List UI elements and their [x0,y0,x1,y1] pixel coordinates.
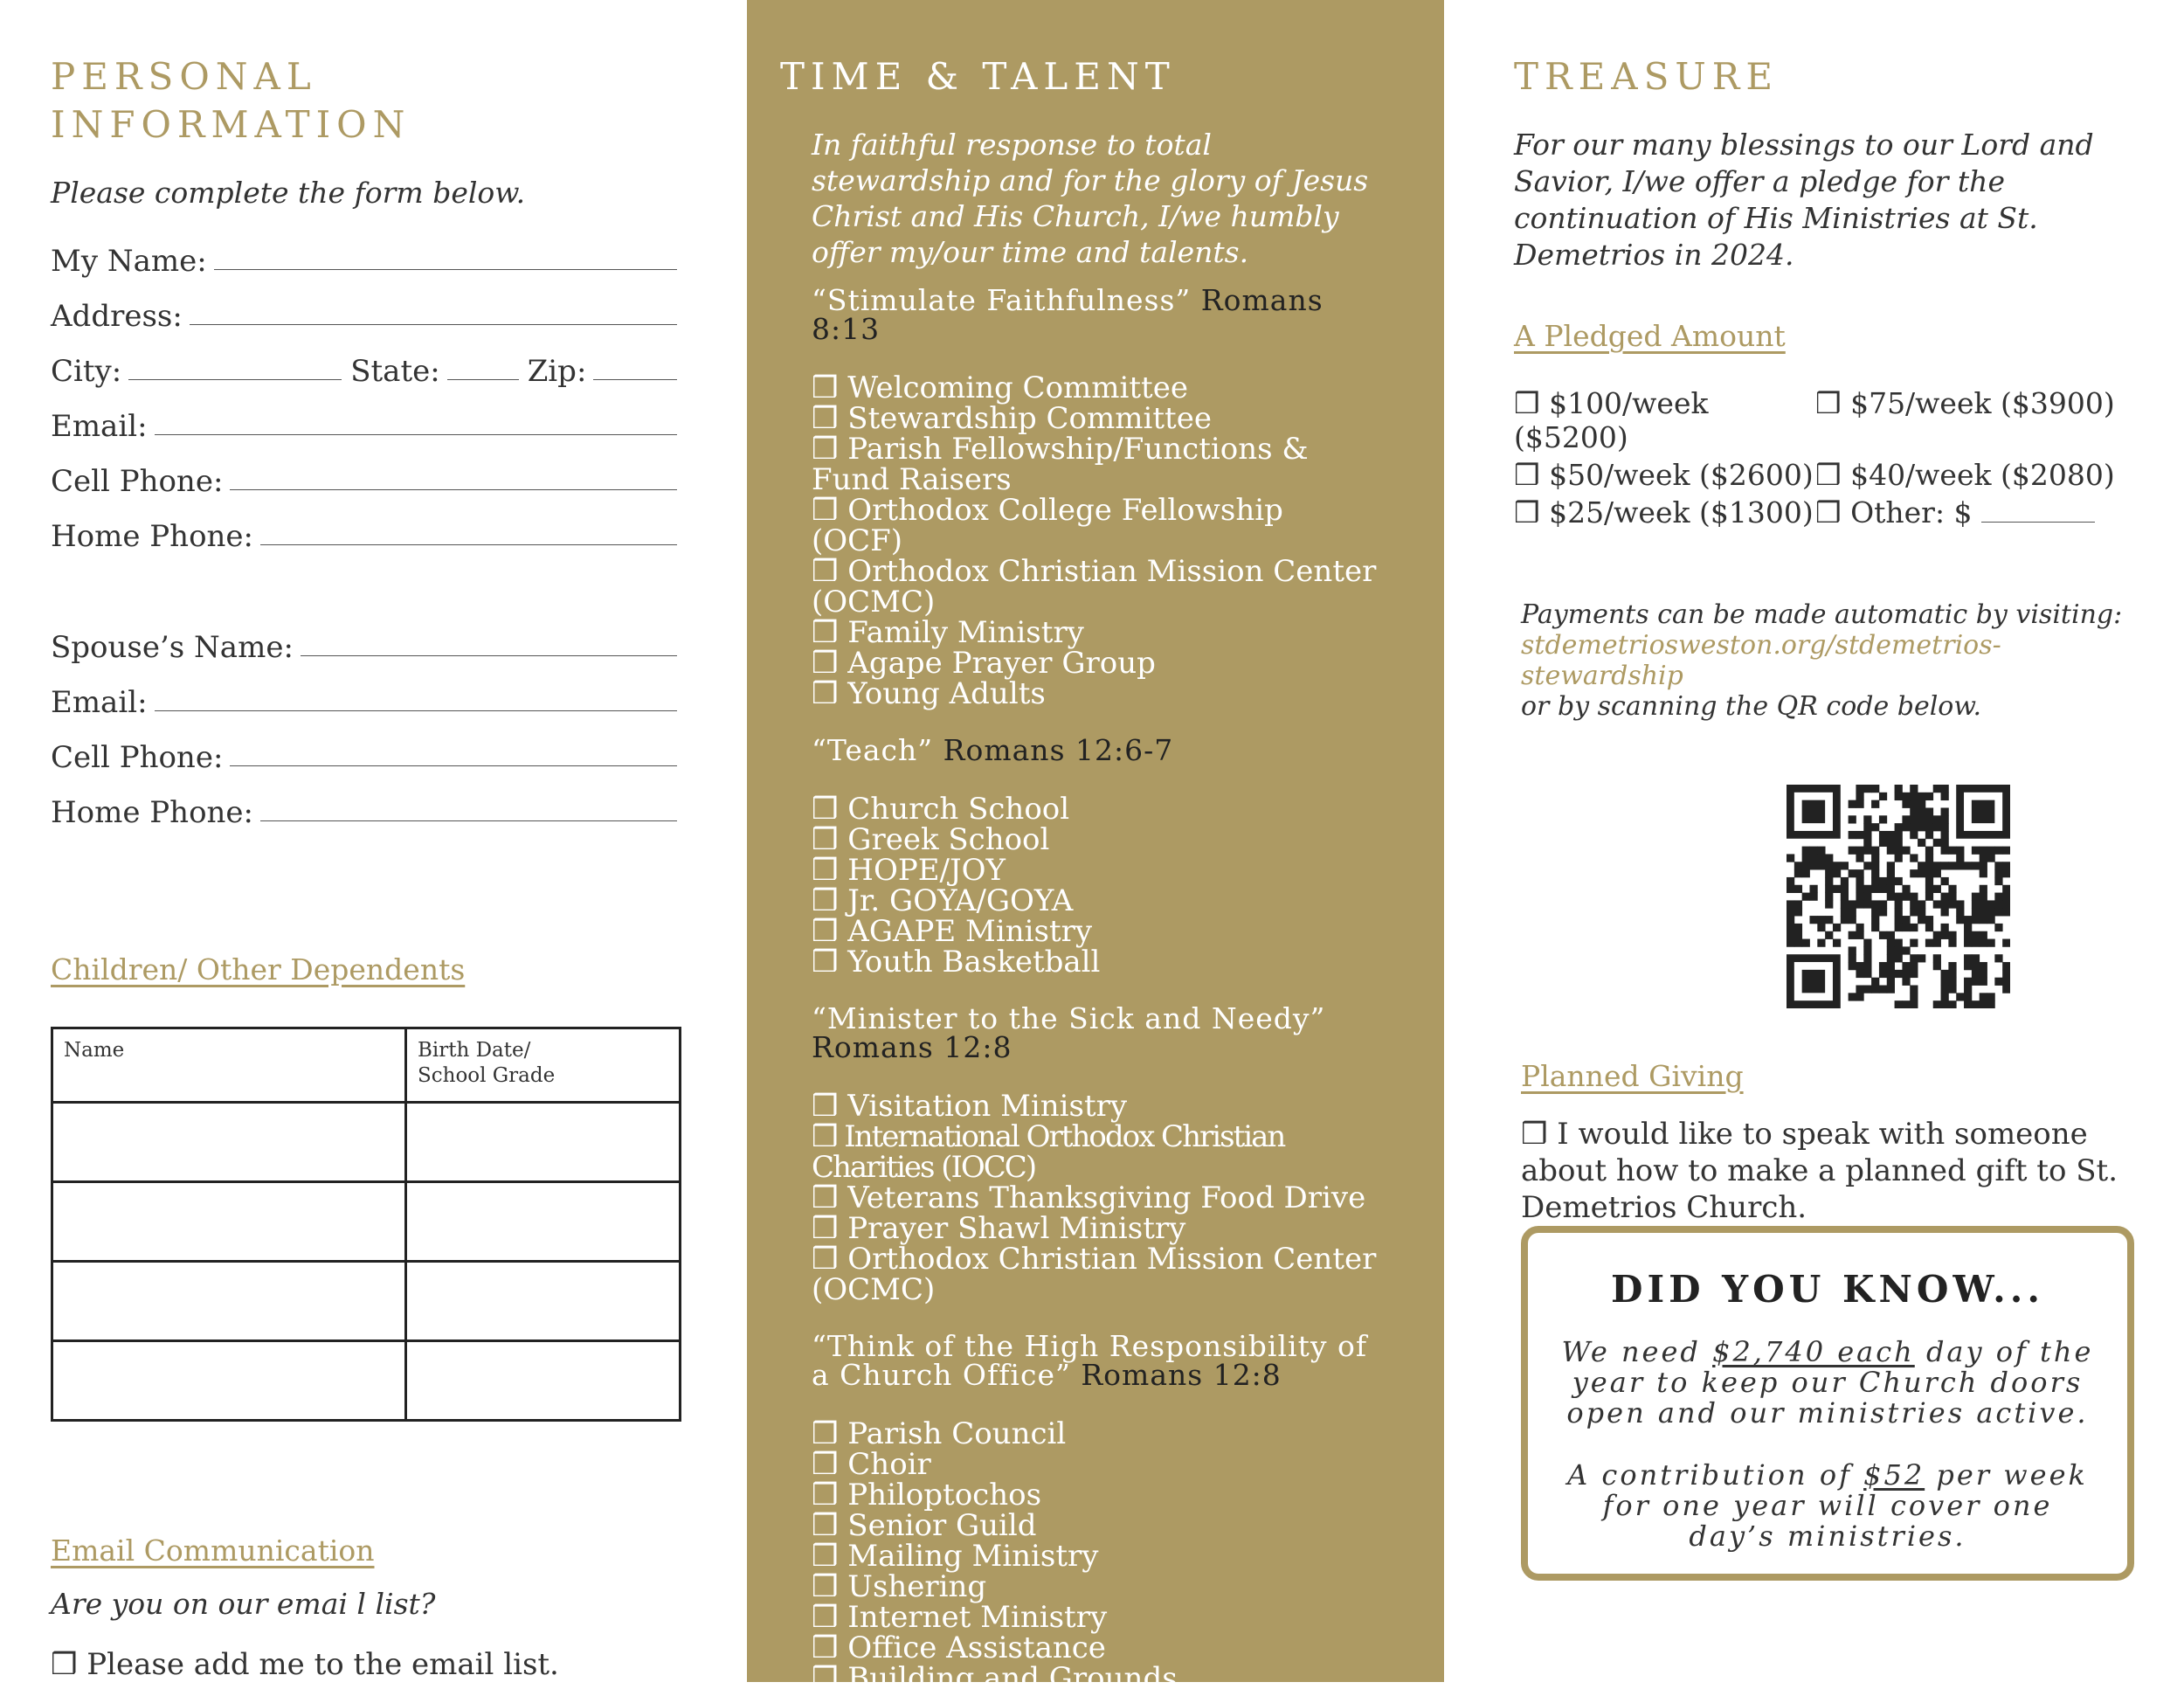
checkbox-item[interactable]: ❒ Orthodox Christian Mission Center (OCMC) [812,1242,1377,1307]
pledged-amount-heading: A Pledged Amount [1514,319,1786,353]
table-cell[interactable] [52,1103,406,1182]
personal-information-panel [0,0,747,1682]
city-line[interactable] [128,379,342,380]
table-cell[interactable] [406,1341,681,1421]
zip-line[interactable] [593,379,677,380]
table-cell[interactable] [52,1262,406,1341]
verse-quote: “Teach” [812,733,934,767]
my-name-label: My Name: [51,244,207,279]
other-amount-line[interactable] [1981,522,2095,523]
pledge-option-100[interactable]: ❒ $100/week ($5200) [1514,386,1709,454]
checkbox-item[interactable]: ❒ Office Assistance [812,1630,1106,1665]
other-label: ❒ Other: $ [1815,495,1973,530]
planned-giving-heading: Planned Giving [1521,1059,1744,1093]
city-label: City: [51,354,122,389]
spouse-email-line[interactable] [155,710,677,711]
checkbox-item[interactable]: ❒ Stewardship Committee [812,401,1212,436]
table-header-row [52,1028,681,1103]
checkbox-item[interactable]: ❒ Senior Guild [812,1508,1037,1543]
verse-ref: Romans 12:8 [812,1030,1013,1064]
checkbox-item[interactable]: ❒ Jr. GOYA/GOYA [812,883,1074,918]
checkbox-item[interactable]: ❒ International Orthodox Christian Charities (IOCC) [812,1119,1285,1185]
name-column-header [52,1028,406,1103]
my-name-line[interactable] [214,269,677,270]
daily-need-amount: $2,740 each [1712,1335,1915,1368]
table-cell[interactable] [52,1341,406,1421]
email-row[interactable] [51,389,677,444]
checkbox-item[interactable]: ❒ Mailing Ministry [812,1539,1099,1574]
email-communication-heading: Email Communication [51,1533,375,1568]
spouse-home-line[interactable] [260,820,677,821]
email-line[interactable] [155,434,677,435]
payment-note [1521,599,2132,722]
checkbox-item[interactable]: ❒ Young Adults [812,676,1046,711]
verse-ref: Romans 8:13 [812,283,1324,346]
checkbox-item[interactable]: ❒ Philoptochos [812,1478,1042,1513]
verse-quote: “Think of the High Responsibility of a Church Office” [812,1329,1368,1392]
table-row [52,1262,681,1341]
address-label: Address: [51,299,183,334]
time-talent-panel [747,0,1444,1696]
verse-ref: Romans 12:8 [1070,1358,1282,1392]
table-cell[interactable] [406,1262,681,1341]
spouse-cell-row[interactable] [51,720,677,775]
table-cell[interactable] [406,1103,681,1182]
checkbox-item[interactable]: ❒ Greek School [812,822,1050,857]
spouse-home-label: Home Phone: [51,795,254,830]
ministry-section-teach [812,733,1383,980]
table-row [52,1103,681,1182]
checkbox-item[interactable]: ❒ Church School [812,792,1070,827]
email-list-question: Are you on our emai l list? [51,1587,436,1621]
checkbox-item[interactable]: ❒ Orthodox College Fellowship (OCF) [812,493,1283,558]
qr-code-icon[interactable] [1787,785,2010,1008]
checkbox-item[interactable]: ❒ Building and Grounds [812,1661,1178,1696]
verse-quote: “Stimulate Faithfulness” [812,283,1192,317]
name-header-text: Name [64,1039,125,1062]
pledge-option-75[interactable]: ❒ $75/week ($3900) [1815,386,2115,420]
spacer [51,830,677,952]
did-you-know-title: DID YOU KNOW... [1611,1268,2044,1311]
home-phone-row[interactable] [51,499,677,554]
ministry-section-church-office [812,1329,1383,1696]
spouse-cell-label: Cell Phone: [51,740,224,775]
checkbox-item[interactable]: ❒ Internet Ministry [812,1600,1108,1635]
treasure-heading: TREASURE [1514,55,1780,98]
email-label: Email: [51,409,148,444]
spouse-cell-line[interactable] [230,765,677,766]
add-to-email-list-checkbox[interactable]: ❒ Please add me to the email list. [51,1647,559,1682]
treasure-intro: For our many blessings to our Lord and Savior, I/we offer a pledge for the continuation of His Ministries at St. Demetrios in 2024. [1514,128,2094,272]
section-verse [812,283,1383,346]
qr-code-graphic [1787,785,2010,1008]
spacer [780,1305,1383,1332]
pledge-options [1514,386,2132,530]
checkbox-item[interactable]: ❒ Parish Council [812,1416,1067,1451]
home-phone-label: Home Phone: [51,519,254,554]
checkbox-item[interactable]: ❒ Orthodox Christian Mission Center (OCMC) [812,554,1377,620]
checkbox-item[interactable]: ❒ Youth Basketball [812,945,1101,980]
verse-quote: “Minister to the Sick and Needy” [812,1001,1326,1035]
checkbox-item[interactable]: ❒ Ushering [812,1569,987,1604]
checkbox-item[interactable]: ❒ AGAPE Ministry [812,914,1093,949]
contribution-text [1554,1460,2101,1552]
address-row[interactable] [51,279,677,334]
did-you-know-box [1521,1226,2134,1581]
spacer [1514,286,2132,319]
checkbox-item[interactable]: ❒ Parish Fellowship/Functions & Fund Raisers [812,432,1309,497]
planned-gift-checkbox[interactable]: ❒ I would like to speak with someone about how to make a planned gift to St. Demetrios Church. [1521,1117,2118,1225]
spouse-home-row[interactable] [51,775,677,830]
home-phone-line[interactable] [260,544,677,545]
checkbox-item[interactable]: ❒ Welcoming Committee [812,370,1188,405]
children-dependents-heading: Children/ Other Dependents [51,952,466,986]
cell-phone-row[interactable] [51,444,677,499]
contribution-part-2: per week for one year will cover one day’s ministries. [1602,1458,2088,1553]
checkbox-item[interactable]: ❒ Choir [812,1447,931,1482]
pledge-option-other[interactable] [1815,495,2132,530]
checkbox-item[interactable]: ❒ Agape Prayer Group [812,646,1156,681]
daily-need-text [1554,1337,2101,1429]
state-label: State: [350,354,440,389]
payment-line-1: Payments can be made automatic by visiting: [1521,599,2123,630]
spouse-name-label: Spouse’s Name: [51,630,294,665]
time-talent-heading: TIME & TALENT [780,55,1176,98]
cell-phone-line[interactable] [230,489,677,490]
ministry-section-faithfulness [812,283,1383,711]
contribution-part-1: A contribution of [1567,1458,1864,1492]
ministry-section-sick-needy [812,1001,1383,1307]
state-line[interactable] [447,379,519,380]
pledge-option-50[interactable]: ❒ $50/week ($2600) [1514,458,1814,492]
checkbox-item[interactable]: ❒ Prayer Shawl Ministry [812,1211,1186,1246]
daily-need-part-1: We need [1561,1335,1713,1368]
daily-need-part-2: day of the year to keep our Church doors open and our ministries active. [1566,1335,2094,1429]
section-verse [812,1001,1383,1064]
city-state-zip-row[interactable] [51,334,677,389]
pledge-option-25[interactable]: ❒ $25/week ($1300) [1514,495,1814,530]
section-verse [812,1329,1383,1392]
time-talent-intro: In faithful response to total stewardship and for the glory of Jesus Christ and His Church, I/we humbly offer my/our time and talents. [812,128,1369,269]
spacer [780,710,1383,736]
table-cell[interactable] [406,1182,681,1262]
birth-date-column-header [406,1028,681,1103]
cell-phone-label: Cell Phone: [51,464,224,499]
spouse-email-row[interactable] [51,665,677,720]
spacer [51,554,677,610]
payment-line-2: or by scanning the QR code below. [1521,691,1982,722]
verse-ref: Romans 12:6-7 [933,733,1174,767]
spacer [780,978,1383,1004]
school-grade-header-text: School Grade [418,1064,556,1087]
pledge-option-40[interactable]: ❒ $40/week ($2080) [1815,458,2115,492]
payment-url-link[interactable]: stdemetriosweston.org/stdemetrios-stewardship [1521,630,2001,691]
checkbox-item[interactable]: ❒ Visitation Ministry [812,1089,1128,1124]
table-cell[interactable] [52,1182,406,1262]
table-row [52,1182,681,1262]
my-name-row[interactable] [51,224,677,279]
table-row [52,1341,681,1421]
spouse-name-line[interactable] [301,655,677,656]
spacer [51,1422,677,1533]
zip-label: Zip: [527,354,587,389]
personal-information-heading: PERSONAL INFORMATION [51,55,411,146]
spouse-name-row[interactable] [51,610,677,665]
section-verse [812,733,1383,767]
checkbox-item[interactable]: ❒ Veterans Thanksgiving Food Drive [812,1180,1366,1215]
dependents-table [51,1027,681,1422]
checkbox-item[interactable]: ❒ Family Ministry [812,615,1084,650]
birth-date-header-text: Birth Date/ [418,1039,531,1062]
contribution-amount: $52 [1863,1458,1925,1492]
checkbox-item[interactable]: ❒ HOPE/JOY [812,853,1006,888]
spouse-email-label: Email: [51,685,148,720]
personal-intro: Please complete the form below. [51,176,526,210]
address-line[interactable] [190,324,677,325]
